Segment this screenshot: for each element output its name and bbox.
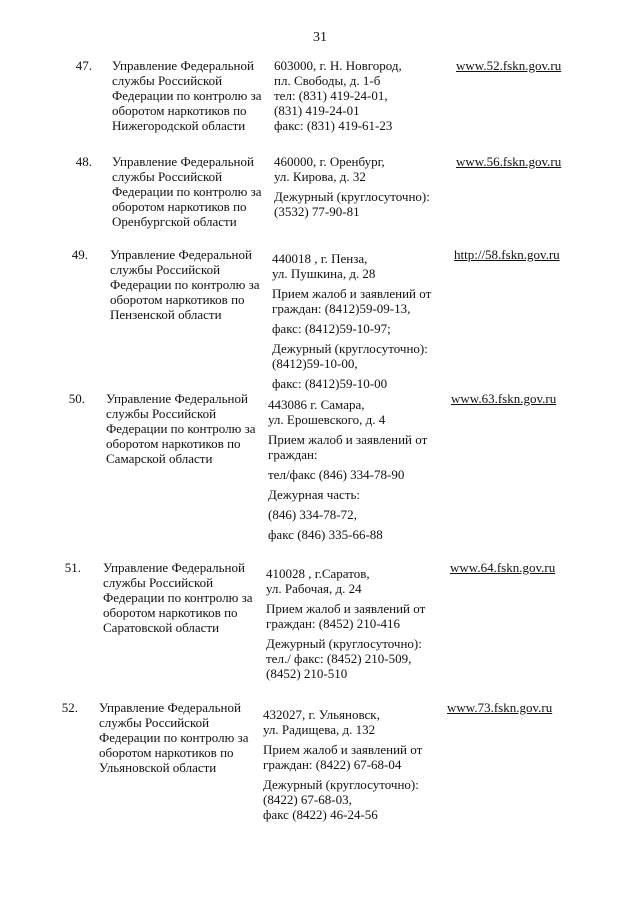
contact-address xyxy=(274,154,449,219)
organization-line: Федерации по контролю за xyxy=(112,184,262,199)
address-line: ул. Пушкина, д. 28 xyxy=(272,266,376,281)
organization-line: Пензенской области xyxy=(110,307,222,322)
entry-number: 51. xyxy=(64,560,81,575)
organization-line: Оренбургской области xyxy=(112,214,237,229)
entry-number: 47. xyxy=(75,58,92,73)
fax-line: факс (846) 335-66-88 xyxy=(268,527,383,542)
complaints-line: граждан: xyxy=(268,447,318,462)
fax-line: факс: (8412)59-10-97; xyxy=(272,321,391,336)
organization-line: службы Российской xyxy=(106,406,217,421)
phone-line: (831) 419-24-01 xyxy=(274,103,360,118)
website-link[interactable]: www.52.fskn.gov.ru xyxy=(456,58,562,73)
duty-line: Дежурная часть: xyxy=(268,487,361,502)
organization-line: службы Российской xyxy=(99,715,210,730)
organization-line: службы Российской xyxy=(112,73,223,88)
duty-line: Дежурный (круглосуточно): xyxy=(272,341,428,356)
organization-line: оборотом наркотиков по xyxy=(112,199,247,214)
organization-line: Управление Федеральной xyxy=(99,700,241,715)
contact-address xyxy=(274,58,449,133)
entry-number: 52. xyxy=(61,700,78,715)
organization-line: оборотом наркотиков по xyxy=(99,745,234,760)
phone-line: граждан: (8412)59-09-13, xyxy=(272,301,411,316)
organization-name xyxy=(106,391,271,466)
organization-line: Ульяновской области xyxy=(99,760,217,775)
organization-name xyxy=(110,247,275,322)
phone-line: (8412)59-10-00, xyxy=(272,356,358,371)
phone-line: (8422) 67-68-03, xyxy=(263,792,352,807)
phone-line: граждан: (8452) 210-416 xyxy=(266,616,401,631)
organization-line: Управление Федеральной xyxy=(112,58,254,73)
address-line: 443086 г. Самара, xyxy=(268,397,365,412)
organization-line: службы Российской xyxy=(110,262,221,277)
address-line: ул. Радищева, д. 132 xyxy=(263,722,376,737)
organization-line: оборотом наркотиков по xyxy=(112,103,247,118)
contact-address xyxy=(272,251,447,391)
complaints-line: Прием жалоб и заявлений от xyxy=(266,601,426,616)
duty-line: Дежурный (круглосуточно): xyxy=(266,636,422,651)
organization-line: Саратовской области xyxy=(103,620,220,635)
phone-line: граждан: (8422) 67-68-04 xyxy=(263,757,402,772)
address-line: 603000, г. Н. Новгород, xyxy=(274,58,402,73)
entry-number: 49. xyxy=(71,247,88,262)
complaints-line: Прием жалоб и заявлений от xyxy=(272,286,432,301)
duty-line: Дежурный (круглосуточно): xyxy=(263,777,419,792)
complaints-line: Прием жалоб и заявлений от xyxy=(268,432,428,447)
organization-line: Управление Федеральной xyxy=(103,560,245,575)
organization-line: Федерации по контролю за xyxy=(99,730,249,745)
organization-name xyxy=(112,58,277,133)
duty-line: Дежурный (круглосуточно): xyxy=(274,189,430,204)
phone-line: тел./ факс: (8452) 210-509, xyxy=(266,651,412,666)
organization-name xyxy=(112,154,277,229)
phone-line: тел/факс (846) 334-78-90 xyxy=(268,467,405,482)
phone-line: (8452) 210-510 xyxy=(266,666,348,681)
phone-line: (3532) 77-90-81 xyxy=(274,204,360,219)
phone-line: тел: (831) 419-24-01, xyxy=(274,88,388,103)
contact-address xyxy=(268,397,443,542)
organization-line: Самарской области xyxy=(106,451,213,466)
organization-line: оборотом наркотиков по xyxy=(103,605,238,620)
fax-line: факс: (8412)59-10-00 xyxy=(272,376,388,391)
page-number: 31 xyxy=(313,30,327,45)
complaints-line: Прием жалоб и заявлений от xyxy=(263,742,423,757)
address-line: ул. Ерошевского, д. 4 xyxy=(268,412,386,427)
address-line: 432027, г. Ульяновск, xyxy=(263,707,380,722)
website-link[interactable]: www.64.fskn.gov.ru xyxy=(450,560,556,575)
organization-line: оборотом наркотиков по xyxy=(110,292,245,307)
address-line: ул. Рабочая, д. 24 xyxy=(266,581,362,596)
entry-number: 48. xyxy=(75,154,92,169)
entry-number: 50. xyxy=(68,391,85,406)
organization-line: оборотом наркотиков по xyxy=(106,436,241,451)
contact-address xyxy=(263,707,438,822)
address-line: ул. Кирова, д. 32 xyxy=(274,169,366,184)
phone-line: (846) 334-78-72, xyxy=(268,507,357,522)
fax-line: факс: (831) 419-61-23 xyxy=(274,118,393,133)
organization-name xyxy=(103,560,268,635)
website-link[interactable]: www.73.fskn.gov.ru xyxy=(447,700,553,715)
address-line: 410028 , г.Саратов, xyxy=(266,566,370,581)
fax-line: факс (8422) 46-24-56 xyxy=(263,807,378,822)
contact-address xyxy=(266,566,441,681)
organization-line: Федерации по контролю за xyxy=(106,421,256,436)
organization-line: Управление Федеральной xyxy=(106,391,248,406)
website-link[interactable]: www.63.fskn.gov.ru xyxy=(451,391,557,406)
organization-line: службы Российской xyxy=(112,169,223,184)
organization-line: Нижегородской области xyxy=(112,118,246,133)
website-link[interactable]: www.56.fskn.gov.ru xyxy=(456,154,562,169)
address-line: 460000, г. Оренбург, xyxy=(274,154,385,169)
organization-line: Федерации по контролю за xyxy=(112,88,262,103)
organization-line: Федерации по контролю за xyxy=(110,277,260,292)
organization-line: Федерации по контролю за xyxy=(103,590,253,605)
organization-name xyxy=(99,700,264,775)
website-link[interactable]: http://58.fskn.gov.ru xyxy=(454,247,560,262)
organization-line: Управление Федеральной xyxy=(110,247,252,262)
address-line: 440018 , г. Пенза, xyxy=(272,251,368,266)
organization-line: Управление Федеральной xyxy=(112,154,254,169)
address-line: пл. Свободы, д. 1-б xyxy=(274,73,381,88)
organization-line: службы Российской xyxy=(103,575,214,590)
